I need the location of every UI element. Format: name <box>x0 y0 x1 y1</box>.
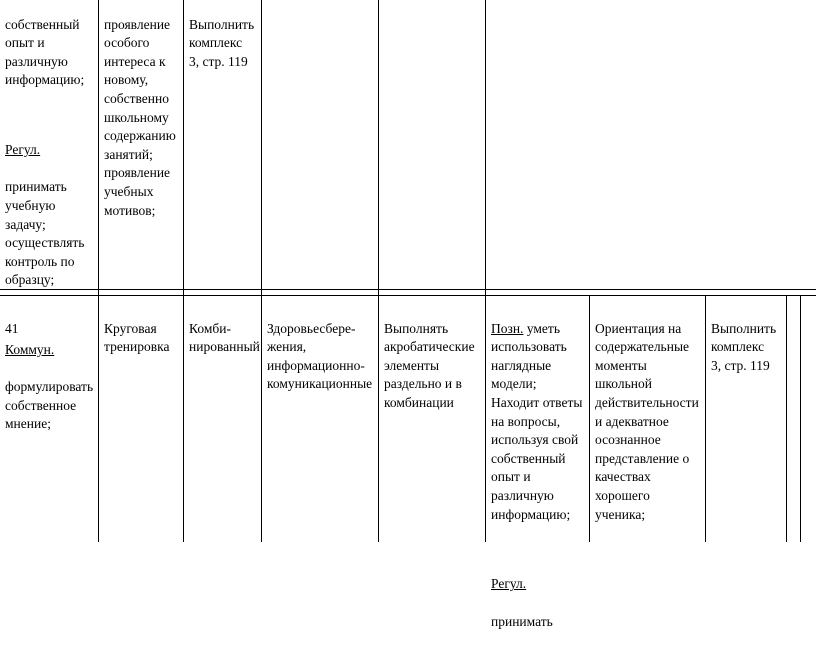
prev-ud-text: собственный опыт и различную информацию; <box>5 16 85 88</box>
prev-kommun-text: формулировать собственное мнение; <box>5 379 94 432</box>
col-divider-8 <box>786 295 787 542</box>
prev-personal-cell <box>104 0 182 239</box>
lesson-topic: Круговая тренировка <box>104 320 170 355</box>
row-41-technologies <box>267 301 377 413</box>
row-41-personal <box>595 301 705 543</box>
col-divider-4 <box>378 0 379 542</box>
prev-regul-text: принимать учебную задачу; осуществлять контроль по образцу; <box>5 179 85 288</box>
personal-text: Ориентация на содержательные моменты школьной действительности и адекватное осознанное представление о качествах хорошего ученика; <box>595 320 699 522</box>
homework-text: Выполнить комплекс 3, стр. 119 <box>711 320 777 373</box>
row-41-ud <box>491 301 588 650</box>
poz-text: уметь использовать наглядные модели; Находит ответы на вопросы, используя свой собственный опыт и различную информацию; <box>491 320 583 522</box>
prev-homework-cell <box>189 0 261 90</box>
col-divider-6 <box>589 295 590 542</box>
row-41-number <box>5 301 95 357</box>
prev-ud-cell <box>5 0 97 453</box>
regul-label: Регул. <box>491 576 527 592</box>
row-41-top-border <box>0 295 816 296</box>
col-divider-9 <box>800 295 801 542</box>
col-divider-5 <box>485 0 486 542</box>
prev-regul-label: Регул. <box>5 142 41 158</box>
row-41-homework <box>711 301 785 394</box>
poz-label: Позн. <box>491 320 524 336</box>
col-divider-1 <box>98 0 99 542</box>
row-prev-border <box>0 289 816 290</box>
row-41-lesson-type <box>189 301 261 375</box>
col-divider-3 <box>261 0 262 542</box>
regul-text: принимать <box>491 613 553 629</box>
row-41-topic <box>104 301 182 375</box>
col-divider-2 <box>183 0 184 542</box>
prev-kommun-label: Коммун. <box>5 342 55 358</box>
col-divider-7 <box>705 295 706 542</box>
row-41-activity <box>384 301 484 431</box>
activity-text: Выполнять акробатические элементы раздельно и в комбинации <box>384 320 475 410</box>
prev-personal-text: проявление особого интереса к новому, собственно школьному содержанию занятий; проявление учебных мотивов; <box>104 16 176 218</box>
prev-homework-text: Выполнить комплекс 3, стр. 119 <box>189 16 255 69</box>
technologies-text: Здоровьесбере- жения, информационно- комуникационные <box>267 320 373 392</box>
lesson-number: 41 <box>5 320 19 336</box>
lesson-type: Комби- нированный <box>189 320 260 355</box>
